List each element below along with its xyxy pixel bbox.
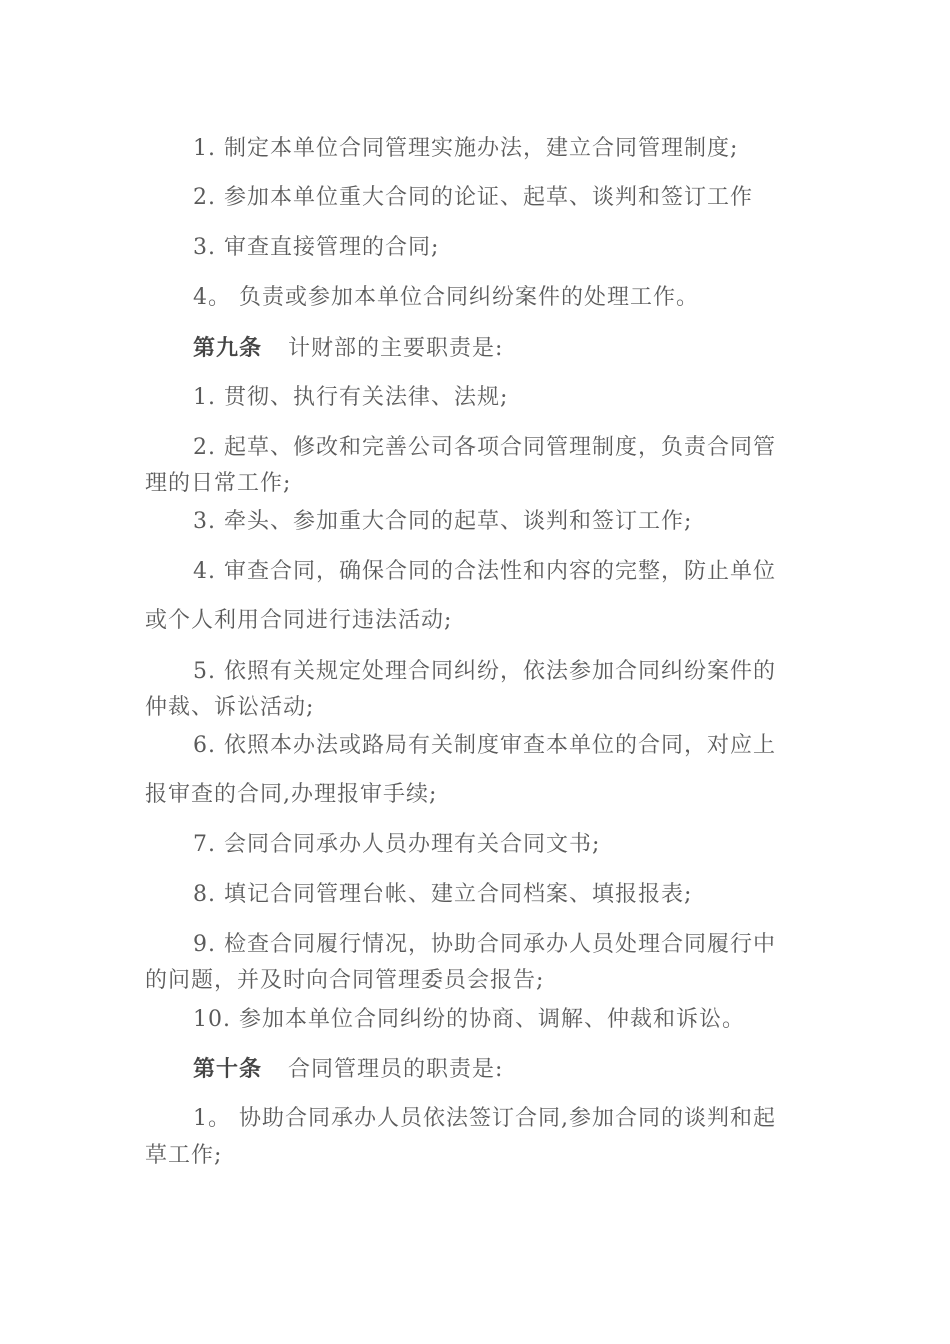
text-line: 10. 参加本单位合同纠纷的协商、调解、仲裁和诉讼。: [193, 1007, 745, 1032]
article-10-title: 合同管理员的职责是:: [288, 1057, 504, 1082]
article-10-heading: [193, 1054, 503, 1085]
text-line: 2. 起草、修改和完善公司各项合同管理制度，负责合同管: [193, 435, 776, 460]
text-line: 9. 检查合同履行情况，协助合同承办人员处理合同履行中: [193, 932, 776, 957]
text-line: 1。 协助合同承办人员依法签订合同,参加合同的谈判和起: [193, 1106, 776, 1131]
text-line: 1. 制定本单位合同管理实施办法，建立合同管理制度;: [193, 136, 739, 161]
article-9-label: 第九条: [193, 335, 263, 361]
text-line: 8. 填记合同管理台帐、建立合同档案、填报报表;: [193, 882, 693, 907]
text-line: 5. 依照有关规定处理合同纠纷，依法参加合同纠纷案件的: [193, 659, 776, 684]
text-line: 2. 参加本单位重大合同的论证、起草、谈判和签订工作: [193, 185, 753, 210]
text-line: 3. 审查直接管理的合同;: [193, 235, 440, 260]
text-line: 7. 会同合同承办人员办理有关合同文书;: [193, 832, 601, 857]
text-line: 4. 审查合同，确保合同的合法性和内容的完整，防止单位: [193, 559, 776, 584]
text-line: 6. 依照本办法或路局有关制度审查本单位的合同，对应上: [193, 733, 776, 758]
text-line: 仲裁、诉讼活动;: [145, 695, 315, 720]
text-line: 1. 贯彻、执行有关法律、法规;: [193, 385, 509, 410]
text-line: 的问题，并及时向合同管理委员会报告;: [145, 968, 545, 993]
text-line: 草工作;: [145, 1143, 223, 1168]
text-line: 3. 牵头、参加重大合同的起草、谈判和签订工作;: [193, 509, 693, 534]
text-line: 4。 负责或参加本单位合同纠纷案件的处理工作。: [193, 285, 699, 310]
article-9-heading: [193, 333, 503, 364]
article-10-label: 第十条: [193, 1056, 263, 1082]
article-9-title: 计财部的主要职责是:: [288, 336, 504, 361]
text-line: 理的日常工作;: [145, 471, 292, 496]
text-line: 或个人利用合同进行违法活动;: [145, 608, 453, 633]
text-line: 报审查的合同,办理报审手续;: [145, 782, 438, 807]
